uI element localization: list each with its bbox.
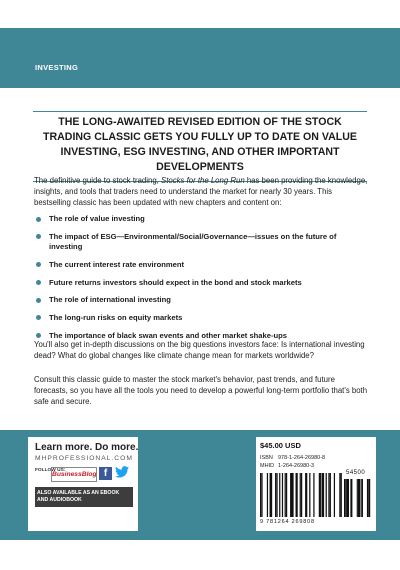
addon-barcode (344, 479, 372, 517)
barcode-bar (309, 473, 310, 517)
barcode-panel (256, 437, 376, 531)
feature-list (34, 214, 370, 348)
barcode-bar (260, 473, 261, 517)
feature-item (34, 278, 370, 289)
barcode-bar (345, 479, 346, 517)
barcode-bar (357, 479, 358, 517)
barcode-bar (313, 473, 314, 517)
facebook-icon[interactable]: f (99, 467, 112, 480)
isbn-value: 978-1-264-26980-8 (278, 455, 326, 461)
category-label: INVESTING (35, 63, 79, 72)
barcode-bar (348, 479, 349, 517)
feature-text: Future returns investors should expect in the bond and stock markets (49, 277, 302, 287)
mhid-row (260, 463, 314, 469)
barcode-bar (275, 473, 276, 517)
top-color-band (0, 28, 400, 88)
feature-item (34, 232, 370, 253)
barcode-bar (271, 473, 272, 517)
business-blog-logo[interactable]: BusinessBlog (51, 467, 97, 482)
mhid-value: 1-264-26980-3 (278, 463, 315, 469)
barcode-bar (291, 473, 293, 517)
ean-digits: 9 781264 269808 (260, 519, 315, 525)
ean-barcode (260, 473, 342, 517)
barcode-bar (285, 473, 286, 517)
bullet-dot-icon (36, 298, 41, 303)
barcode-bar (300, 473, 301, 517)
feature-text: The long-run risks on equity markets (49, 312, 183, 322)
barcode-bar (339, 473, 340, 517)
closing-paragraph: Consult this classic guide to master the stock market's behavior, past trends, and future forecasts, so you have all the tools you need to develop a powerful long-term portfolio that's both safe and secure. (34, 375, 368, 406)
feature-item (34, 295, 370, 306)
discussion-paragraph: You'll also get in-depth discussions on the big questions investors face: Is international investing dead? What do global changes like climate change mean for markets worldwide? (34, 340, 365, 360)
mhid-label: MHID (260, 463, 275, 469)
intro-before: The definitive guide to stock trading, (34, 176, 161, 185)
feature-text: The current interest rate environment (49, 259, 185, 269)
follow-text: FOLLOW US: (35, 468, 66, 473)
publisher-tagline: Learn more. Do more. (35, 442, 139, 453)
intro-after: has been providing the knowledge, insights, and tools that traders need to understand the market for nearly 30 years. This bestselling classic has been updated with new chapters and content on: (34, 176, 368, 207)
bullet-dot-icon (36, 217, 41, 222)
barcode-bar (328, 473, 329, 517)
barcode-bar (367, 479, 368, 517)
feature-item (34, 214, 370, 225)
barcode-bar (350, 479, 352, 517)
barcode-bar (286, 473, 287, 517)
ebook-notice: ALSO AVAILABLE AS AN EBOOK AND AUDIOBOOK (35, 487, 133, 507)
barcode-bar (276, 473, 277, 517)
barcode-bar (358, 479, 360, 517)
bullet-dot-icon (36, 262, 41, 267)
barcode-bar (344, 479, 345, 517)
feature-text: The role of value investing (49, 214, 145, 223)
barcode-bar (326, 473, 327, 517)
barcode-bar (330, 473, 331, 517)
feature-text: The role of international investing (49, 295, 171, 305)
feature-item (34, 313, 370, 324)
barcode-bar (319, 473, 321, 517)
barcode-bar (282, 473, 283, 517)
isbn-row (260, 455, 325, 461)
bullet-dot-icon (36, 234, 41, 239)
bullet-dot-icon (36, 333, 41, 338)
barcode-bar (361, 479, 362, 517)
book-title: Stocks for the Long Run (161, 176, 245, 185)
barcode-bar (305, 473, 307, 517)
price: $45.00 USD (260, 441, 301, 450)
price-addon-code: 54500 (346, 470, 366, 476)
bullet-dot-icon (36, 280, 41, 285)
intro-paragraph (34, 175, 370, 208)
barcode-bar (296, 473, 298, 517)
barcode-bar (368, 479, 370, 517)
barcode-bar (261, 473, 262, 517)
feature-item (34, 260, 370, 271)
barcode-bar (323, 473, 324, 517)
headline: THE LONG-AWAITED REVISED EDITION OF THE STOCK TRADING CLASSIC GETS YOU FULLY UP TO DATE ON VALUE INVESTING, ESG INVESTING, AND OTHER IMPORTANT DEVELOPMENTS (33, 111, 367, 182)
isbn-label: ISBN (260, 455, 273, 461)
feature-text: The importance of black swan events and other market shake-ups (49, 330, 288, 340)
twitter-icon[interactable] (115, 466, 129, 481)
publisher-website[interactable]: MHPROFESSIONAL.COM (35, 455, 133, 462)
publisher-promo-box (28, 437, 138, 531)
barcode-bar (334, 473, 335, 517)
barcode-bar (267, 473, 268, 517)
feature-text: The impact of ESG—Environmental/Social/Governance—issues on the future of investing (49, 231, 337, 252)
barcode-bar (362, 479, 363, 517)
barcode-bar (301, 473, 302, 517)
bullet-dot-icon (36, 315, 41, 320)
barcode-bar (279, 473, 280, 517)
barcode-bar (341, 473, 342, 517)
